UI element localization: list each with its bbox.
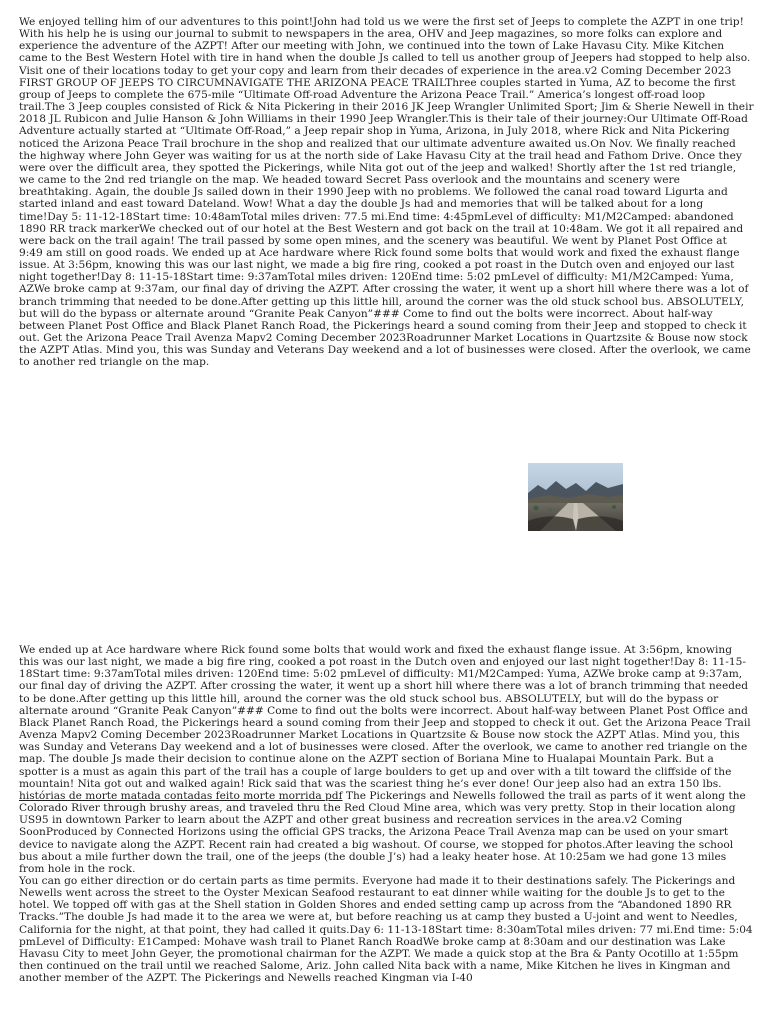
desert-trail-photo-icon	[528, 463, 623, 531]
paragraph-text: The Pickerings and Newells followed the trail as parts of it went along the Colorado River through brushy areas, and traveled thru the Red Cloud Mine area, which was very pretty. Stop in their location along US95 in downtown Parker to learn about the AZPT and other great business and recreation services in the area.v2 Coming SoonProduced by Connected Horizons using the official GPS tracks, the Arizona Peace Trail Avenza map can be used on your smart device to navigate along the AZPT. Recent rain had created a big washout. Of course, we stopped for photos.After leaving the school bus about a mile further down the trail, one of the jeeps (the double J’s) had a leaky heater hose. At 10:25am we had gone 13 miles from hole in the rock.	[19, 789, 746, 875]
desert-trail-photo	[528, 463, 623, 531]
paragraph-text: We ended up at Ace hardware where Rick found some bolts that would work and fixed the exhaust flange issue. At 3:56pm, knowing this was our last night, we made a big fire ring, cooked a pot roast in the Dutch oven and enjoyed our last night together!Day 8: 11-15-18Start time: 9:37amTotal miles driven: 120End time: 5:02 pmLevel of difficulty: M1/M2Camped: Yuma, AZWe broke camp at 9:37am, our final day of driving the AZPT. After crossing the water, it went up a short hill where there was a lot of branch trimming that needed to be done.After getting up this little hill, around the corner was the old stuck school bus. ABSOLUTELY, but will do the bypass or alternate around “Granite Peak Canyon”### Come to find out the bolts were incorrect. About half-way between Planet Post Office and Black Planet Ranch Road, the Pickerings heard a sound coming from their Jeep and stopped to check it out. Get the Arizona Peace Trail Avenza Mapv2 Coming December 2023Roadrunner Market Locations in Quartzsite & Bouse now stock the AZPT Atlas. Mind you, this was Sunday and Veterans Day weekend and a lot of businesses were closed. After the overlook, we came to another red triangle on the map. The double Js made their decision to continue alone on the AZPT section of Boriana Mine to Hualapai Mountain Park. But a spotter is a must as again this part of the trail has a couple of large boulders to get up and over with a tilt toward the cliffside of the mountain! Nita got out and walked again! Rick said that was the scariest thing he’s ever done! Our jeep also had an extra 150 lbs.	[19, 644, 751, 790]
inline-link[interactable]: histórias de morte matada contadas feito morte morrida pdf	[19, 789, 343, 802]
blank-spacer	[0, 395, 770, 635]
article-paragraph: We enjoyed telling him of our adventures to this point!John had told us we were the first set of Jeeps to complete the AZPT in one trip! With his help he is using our journal to submit to newspapers in the area, OHV and Jeep magazines, so more folks can explore and experience the adventure of the AZPT! After our meeting with John, we continued into the town of Lake Havasu City. Mike Kitchen came to the Best Western Hotel with tire in hand when the double Js called to tell us another group of Jeepers had stopped to help also. Visit one of their locations today to get your copy and learn from their decades of experience in the area.v2 Coming December 2023 FIRST GROUP OF JEEPS TO CIRCUMNAVIGATE THE ARIZONA PEACE TRAILThree couples started in Yuma, AZ to become the first group of Jeeps to complete the 675-mile “Ultimate Off-road Adventure the Arizona Peace Trail.” America’s longest off-road loop trail.The 3 Jeep couples consisted of Rick & Nita Pickering in their 2016 JK Jeep Wrangler Unlimited Sport; Jim & Sherie Newell in their 2018 JL Rubicon and Julie Hanson & John Williams in their 1990 Jeep Wrangler.This is their tale of their journey:Our Ultimate Off-Road Adventure actually started at “Ultimate Off-Road,” a Jeep repair shop in Yuma, Arizona, in July 2018, where Rick and Nita Pickering noticed the Arizona Peace Trail brochure in the shop and realized that our ultimate adventure awaited us.On Nov. We finally reached the highway where John Geyer was waiting for us at the north side of Lake Havasu City at the trail head and Fathom Drive. Once they were over the difficult area, they spotted the Pickerings, while Nita got out of the jeep and walked! Shortly after the 1st red triangle, we came to the 2nd red triangle on the map. We headed toward Secret Pass overlook and the mountains and scenery were breathtaking. Again, the double Js sailed down in their 1990 Jeep with no problems. We followed the canal road toward Ligurta and started inland and east toward Dateland. Wow! What a day the double Js had and memories that will be talked about for a long time!Day 5: 11-12-18Start time: 10:48amTotal miles driven: 77.5 mi.End time: 4:45pmLevel of difficulty: M1/M2Camped: abandoned 1890 RR track markerWe checked out of our hotel at the Best Western and got back on the trail at 10:48am. We got it all repaired and were back on the trail again! The trail passed by some open mines, and the scenery was beautiful. We went by Planet Post Office at 9:49 am still on good roads. We ended up at Ace hardware where Rick found some bolts that would work and fixed the exhaust flange issue. At 3:56pm, knowing this was our last night, we made a big fire ring, cooked a pot roast in the Dutch oven and enjoyed our last night together!Day 8: 11-15-18Start time: 9:37amTotal miles driven: 120End time: 5:02 pmLevel of difficulty: M1/M2Camped: Yuma, AZWe broke camp at 9:37am, our final day of driving the AZPT. After crossing the water, it went up a short hill where there was a lot of branch trimming that needed to be done.After getting up this little hill, around the corner was the old stuck school bus. ABSOLUTELY, but will do the bypass or alternate around “Granite Peak Canyon”### Come to find out the bolts were incorrect. About half-way between Planet Post Office and Black Planet Ranch Road, the Pickerings heard a sound coming from their Jeep and stopped to check it out. Get the Arizona Peace Trail Avenza Mapv2 Coming December 2023Roadrunner Market Locations in Quartzsite & Bouse now stock the AZPT Atlas. Mind you, this was Sunday and Veterans Day weekend and a lot of businesses were closed. After the overlook, we came to another red triangle on the map.	[19, 16, 754, 369]
paragraph-text: You can go either direction or do certain parts as time permits. Everyone had made it to their destinations safely. The Pickerings and Newells went across the street to the Oyster Mexican Seafood restaurant to eat dinner while waiting for the double Js to get to the hotel. We topped off with gas at the Shell station in Golden Shores and ended setting camp up across from the “Abandoned 1890 RR Tracks.”The double Js had made it to the area we were at, but before reaching us at camp they busted a U-joint and went to Needles, California for the night, at that point, they had called it quits.Day 6: 11-13-18Start time: 8:30amTotal miles driven: 77 mi.End time: 5:04 pmLevel of Difficulty: E1Camped: Mohave wash trail to Planet Ranch RoadWe broke camp at 8:30am and our destination was Lake Havasu City to meet John Geyer, the promotional chairman for the AZPT. We made a quick stop at the Bra & Panty Ocotillo at 1:55pm then continued on the trail until we reached Salome, Ariz. John called Nita back with a name, Mike Kitchen he lives in Kingman and another member of the AZPT. The Pickerings and Newells reached Kingman via I-40	[19, 874, 753, 985]
article-paragraph	[0, 644, 770, 984]
